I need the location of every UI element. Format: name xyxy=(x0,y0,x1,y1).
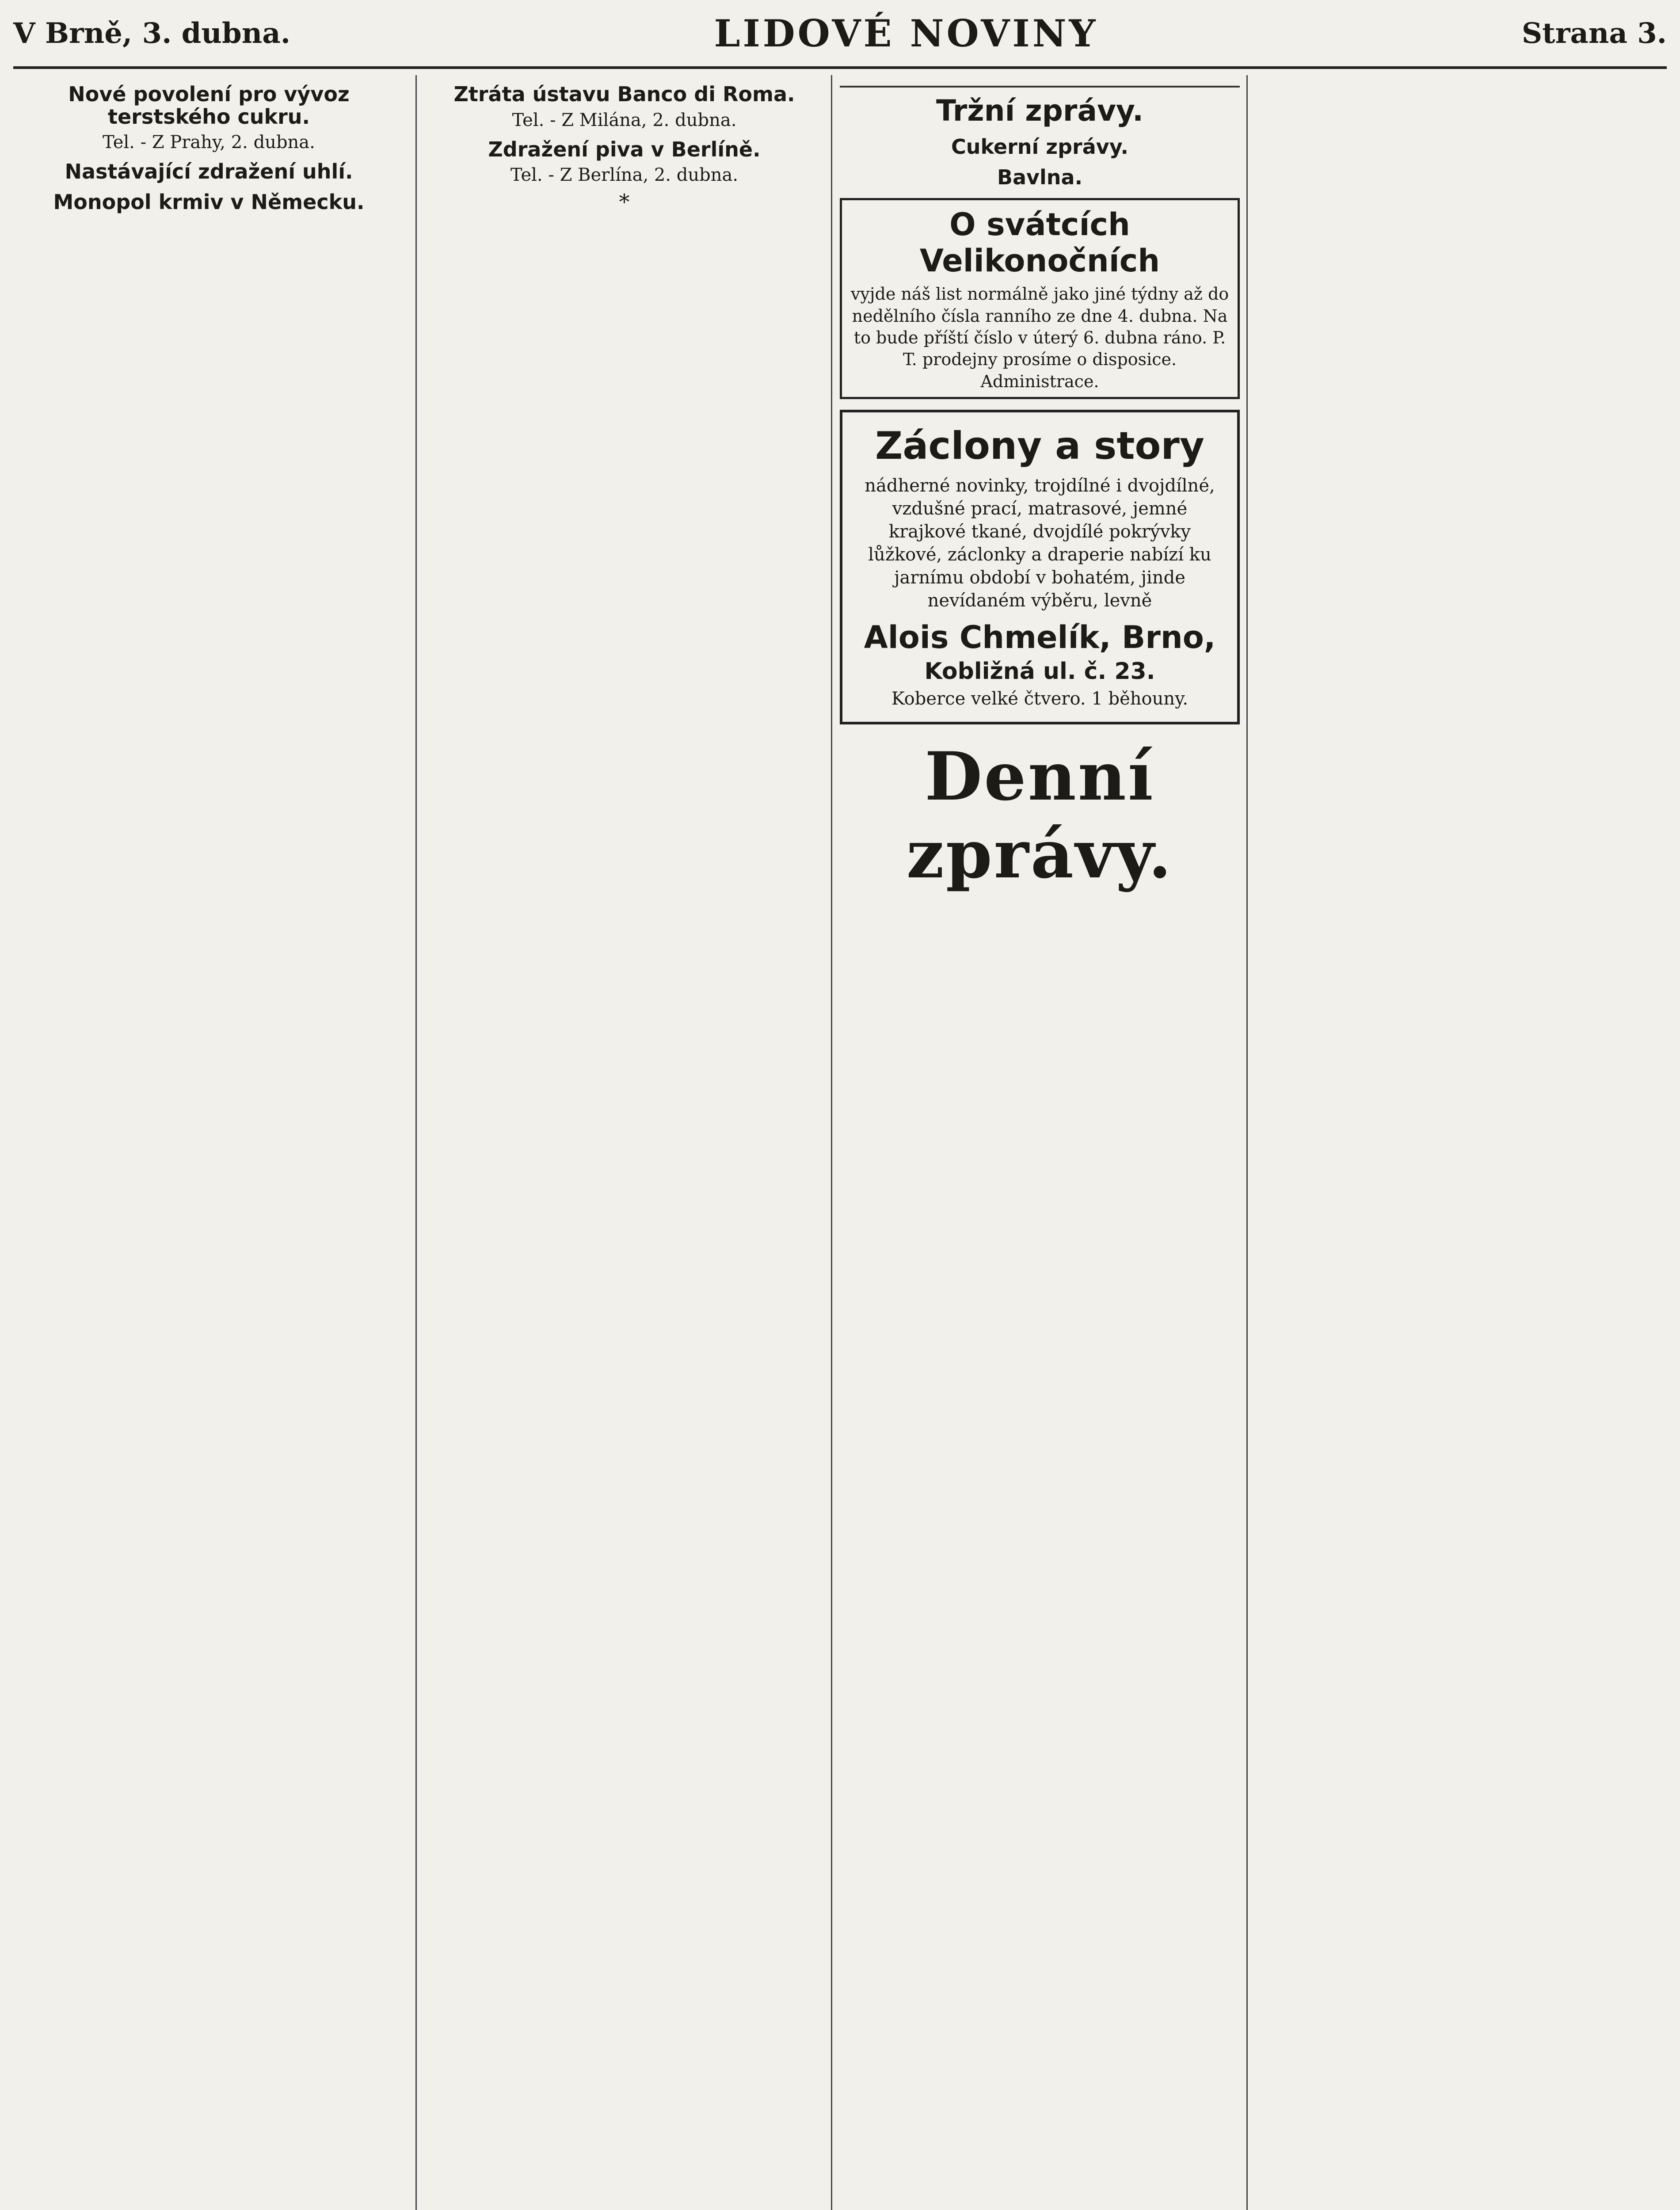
column-2 xyxy=(424,75,824,2210)
easter-notice-box xyxy=(840,198,1240,399)
section-separator: * xyxy=(619,190,630,215)
article-heading: Nové povolení pro vývoz terstského cukru. xyxy=(68,82,350,129)
ad-company-name: Alois Chmelík, Brno, xyxy=(864,619,1216,656)
header-date: V Brně, 3. dubna. xyxy=(13,16,290,50)
dateline: Tel. - Z Milána, 2. dubna. xyxy=(512,110,737,130)
ad-footer: Koberce velké čtvero. 1 běhouny. xyxy=(891,689,1189,709)
ad-address: Kobližná ul. č. 23. xyxy=(924,658,1155,685)
notice-heading: O svátcích Velikonočních xyxy=(919,206,1160,279)
column-rule xyxy=(1246,75,1248,2210)
section-title-denni-zpravy: Denní zprávy. xyxy=(906,738,1173,894)
ad-heading: Záclony a story xyxy=(875,424,1204,469)
page-number: Strana 3. xyxy=(1521,16,1667,50)
article-heading: Cukerní zprávy. xyxy=(951,135,1128,159)
column-rule xyxy=(831,75,832,2210)
article-heading: Monopol krmiv v Německu. xyxy=(53,190,365,214)
masthead-title: LIDOVÉ NOVINY xyxy=(714,11,1098,55)
section-heading: Tržní zprávy. xyxy=(840,86,1240,128)
page-header xyxy=(13,0,1667,69)
column-4 xyxy=(1255,75,1655,2210)
article-heading: Nastávající zdražení uhlí. xyxy=(65,160,353,184)
column-3 xyxy=(840,75,1240,2210)
dateline: Tel. - Z Prahy, 2. dubna. xyxy=(103,132,315,153)
column-rule xyxy=(415,75,417,2210)
advertisement-box xyxy=(840,410,1240,724)
notice-text: vyjde náš list normálně jako jiné týdny až do nedělního čísla ranního ze dne 4. dubna. Na to bude příští číslo v úterý 6. dubna ráno. P. T. prodejny prosíme o disposice. Administrace. xyxy=(850,284,1229,391)
dateline: Tel. - Z Berlína, 2. dubna. xyxy=(510,165,739,186)
article-heading: Zdražení piva v Berlíně. xyxy=(488,137,761,161)
ad-text: nádherné novinky, trojdílné i dvojdílné, vzdušné prací, matrasové, jemné krajkové tkané, dvojdílé pokrývky lůžkové, záclonky a draperie nabízí ku jarnímu období v bohatém, jinde nevídaném výběru, levně xyxy=(865,476,1215,611)
column-1 xyxy=(9,75,409,2210)
article-heading: Ztráta ústavu Banco di Roma. xyxy=(453,82,795,106)
article-heading: Bavlna. xyxy=(997,165,1083,189)
